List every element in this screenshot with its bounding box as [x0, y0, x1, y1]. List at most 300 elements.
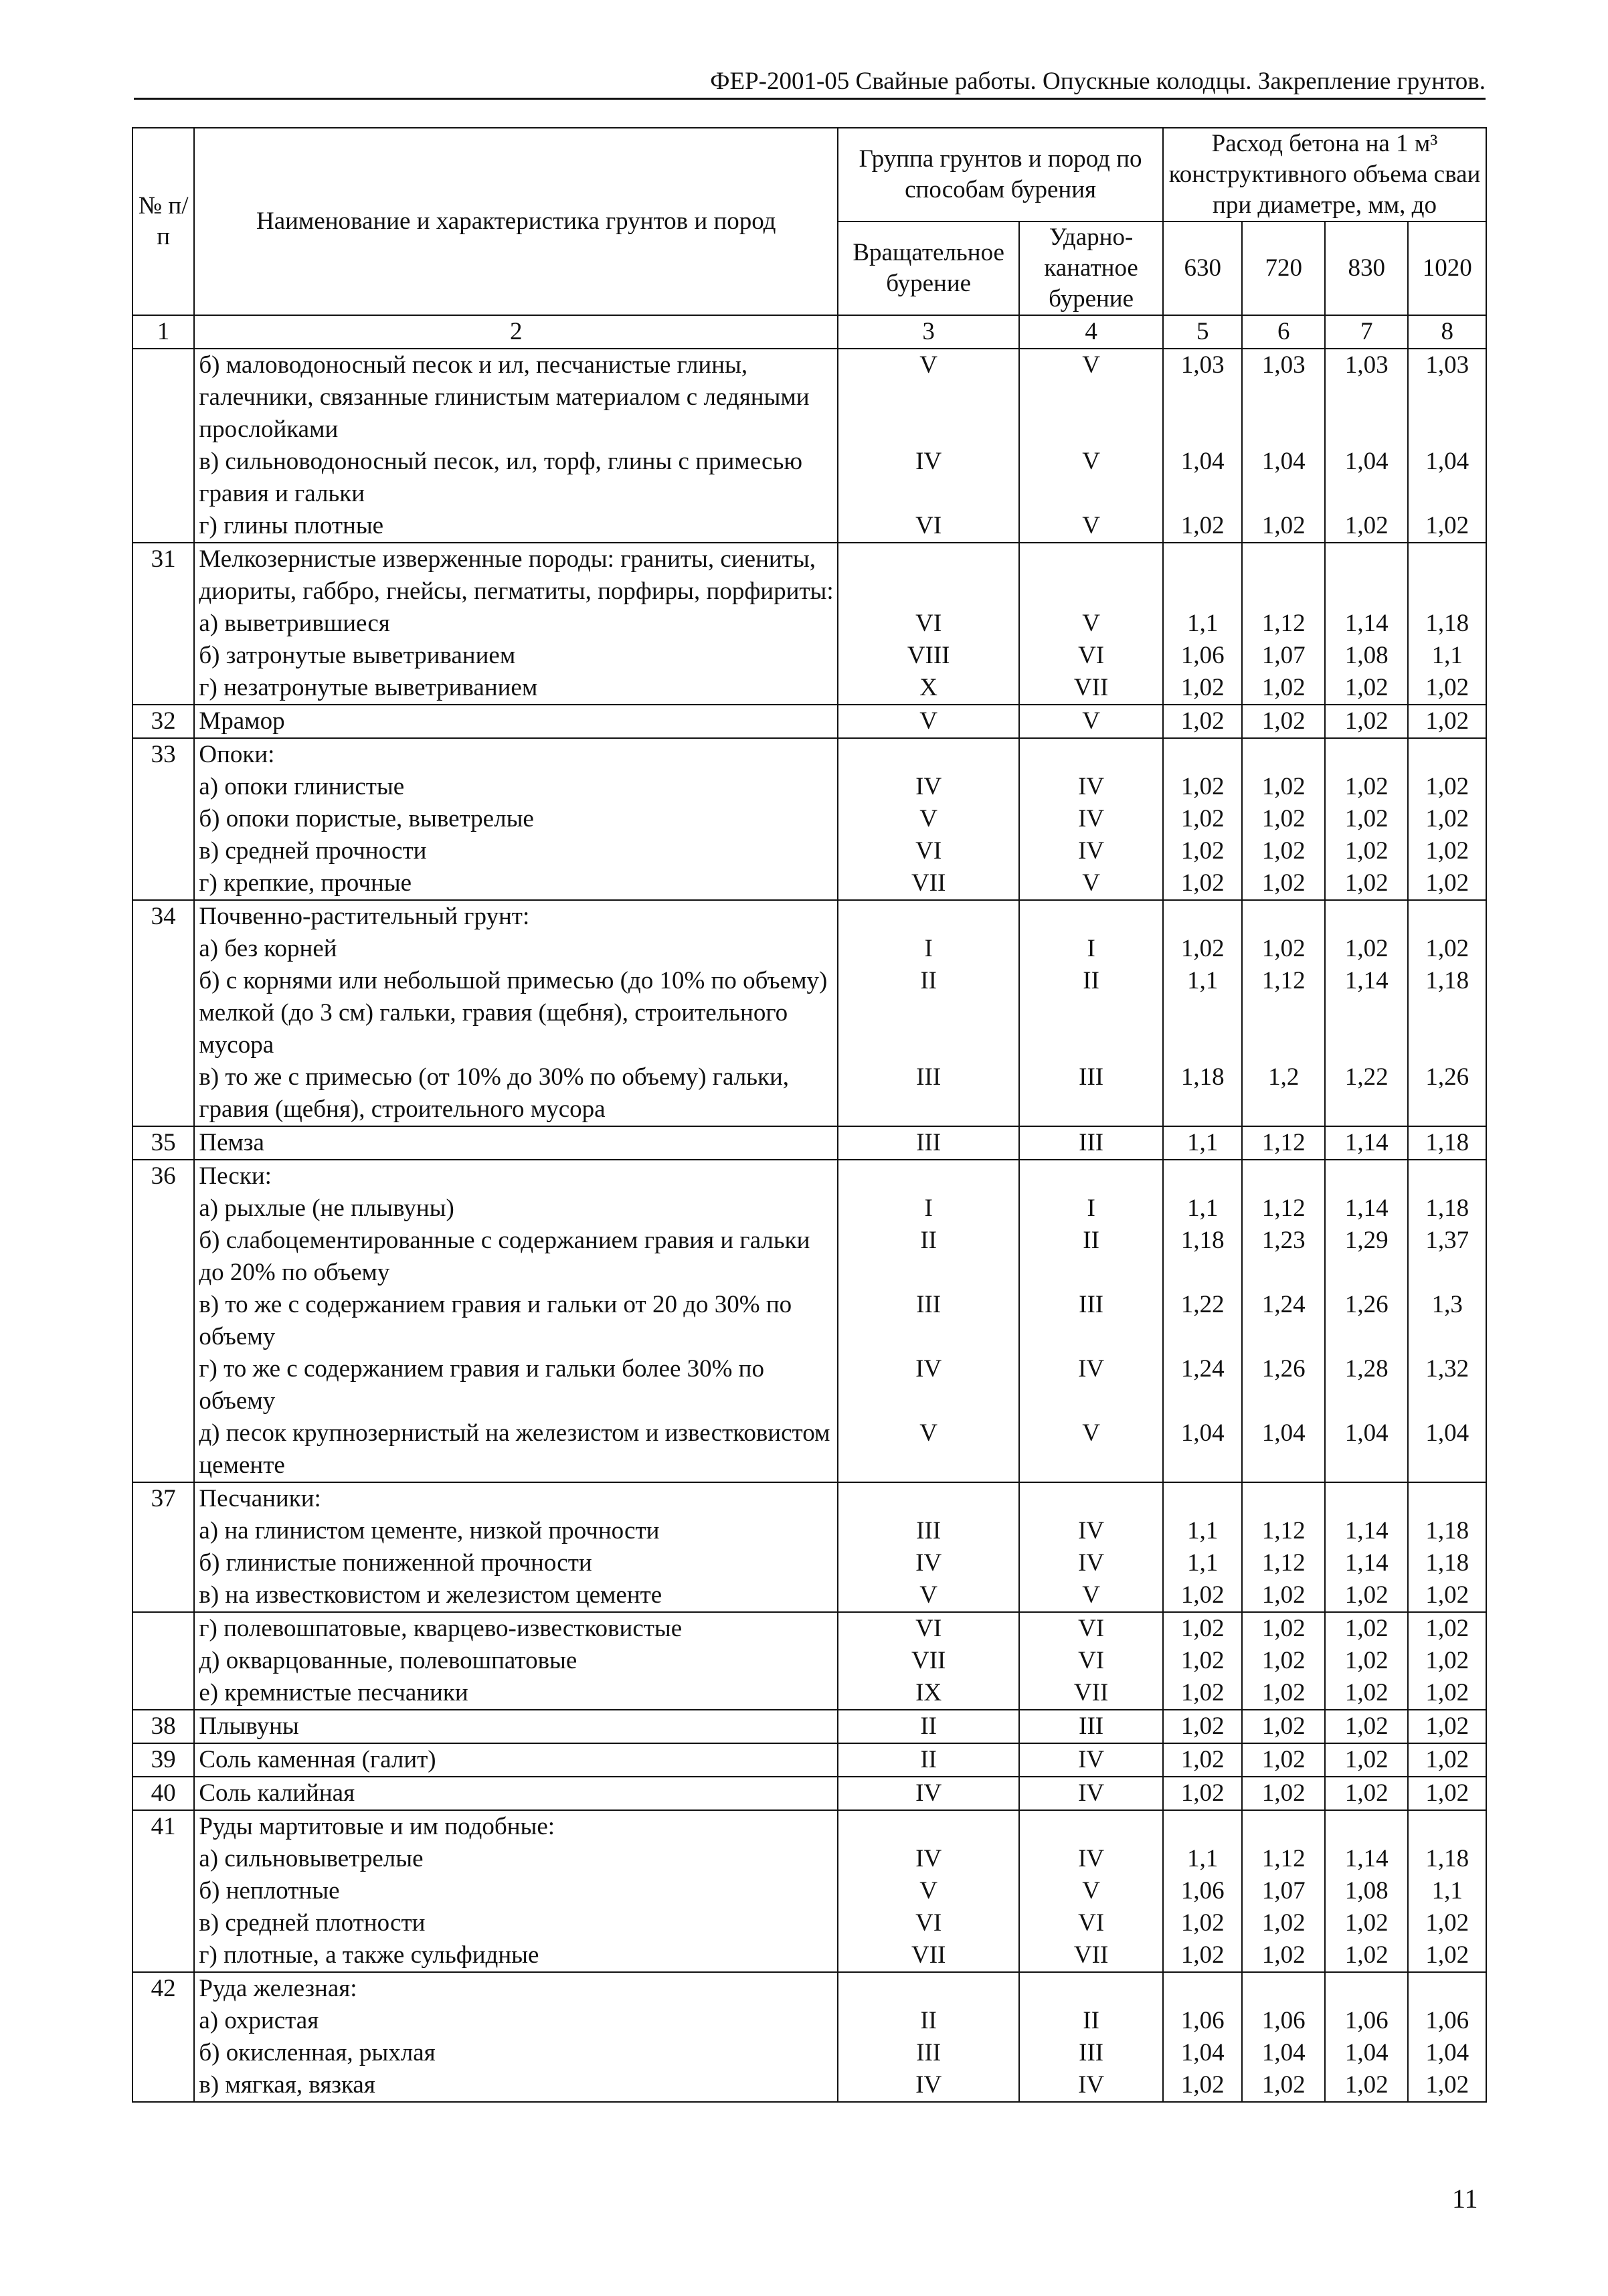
- consumption-1020: 1,26: [1408, 1061, 1486, 1126]
- consumption-630: 1,1: [1163, 1126, 1242, 1160]
- percussion-group: [1019, 1482, 1163, 1515]
- table-row: [132, 1482, 1486, 1515]
- consumption-1020: 1,02: [1408, 835, 1486, 867]
- rotary-group: [838, 1972, 1019, 2005]
- consumption-830: 1,08: [1325, 1875, 1408, 1907]
- col-header-group: Группа грунтов и пород по способам бурения: [838, 128, 1163, 222]
- consumption-630: 1,06: [1163, 2005, 1242, 2037]
- row-name: Плывуны: [194, 1710, 838, 1743]
- consumption-1020: 1,02: [1408, 1907, 1486, 1939]
- row-number: [132, 510, 194, 543]
- consumption-830: [1325, 738, 1408, 771]
- consumption-720: 1,06: [1242, 2005, 1324, 2037]
- row-number: [132, 1061, 194, 1126]
- consumption-630: 1,18: [1163, 1225, 1242, 1289]
- rotary-group: II: [838, 965, 1019, 1061]
- row-name: б) глинистые пониженной прочности: [194, 1547, 838, 1579]
- row-name: в) на известковистом и железистом цементе: [194, 1579, 838, 1612]
- consumption-630: 1,04: [1163, 2037, 1242, 2069]
- table-row: [132, 349, 1486, 446]
- rotary-group: VI: [838, 510, 1019, 543]
- consumption-630: 1,02: [1163, 1939, 1242, 1972]
- row-name: Руды мартитовые и им подобные:: [194, 1810, 838, 1843]
- consumption-630: 1,1: [1163, 1843, 1242, 1875]
- row-name: Мрамор: [194, 705, 838, 738]
- percussion-group: IV: [1019, 1353, 1163, 1417]
- consumption-1020: 1,06: [1408, 2005, 1486, 2037]
- percussion-group: III: [1019, 1289, 1163, 1353]
- row-number: 39: [132, 1743, 194, 1777]
- consumption-630: 1,02: [1163, 771, 1242, 803]
- consumption-1020: [1408, 1972, 1486, 2005]
- rotary-group: III: [838, 1061, 1019, 1126]
- rotary-group: VIII: [838, 640, 1019, 672]
- consumption-720: 1,26: [1242, 1353, 1324, 1417]
- row-name: Руда железная:: [194, 1972, 838, 2005]
- table-row: [132, 738, 1486, 771]
- percussion-group: IV: [1019, 1547, 1163, 1579]
- consumption-720: 1,12: [1242, 1193, 1324, 1225]
- consumption-630: 1,02: [1163, 835, 1242, 867]
- consumption-1020: [1408, 1810, 1486, 1843]
- table-row: [132, 1353, 1486, 1417]
- consumption-720: 1,04: [1242, 1417, 1324, 1482]
- row-number: [132, 1417, 194, 1482]
- consumption-830: 1,02: [1325, 672, 1408, 705]
- percussion-group: [1019, 1810, 1163, 1843]
- rotary-group: V: [838, 1579, 1019, 1612]
- rotary-group: VII: [838, 867, 1019, 900]
- consumption-1020: 1,02: [1408, 1777, 1486, 1810]
- consumption-1020: 1,02: [1408, 803, 1486, 835]
- col-header-d1020: 1020: [1408, 222, 1486, 315]
- row-number: [132, 933, 194, 965]
- table-row: [132, 933, 1486, 965]
- col-header-d830: 830: [1325, 222, 1408, 315]
- consumption-720: [1242, 1482, 1324, 1515]
- table-row: [132, 1777, 1486, 1810]
- consumption-830: 1,02: [1325, 1743, 1408, 1777]
- percussion-group: IV: [1019, 1843, 1163, 1875]
- table-row: [132, 1061, 1486, 1126]
- table-row: [132, 1126, 1486, 1160]
- consumption-830: 1,04: [1325, 2037, 1408, 2069]
- consumption-720: 1,02: [1242, 1939, 1324, 1972]
- row-name: г) плотные, а также сульфидные: [194, 1939, 838, 1972]
- percussion-group: [1019, 738, 1163, 771]
- consumption-830: 1,02: [1325, 705, 1408, 738]
- table-row: [132, 1875, 1486, 1907]
- col-number: 6: [1242, 315, 1324, 349]
- col-header-consumption: Расход бетона на 1 м³ конструктивного объема сваи при диаметре, мм, до: [1163, 128, 1486, 222]
- row-number: [132, 803, 194, 835]
- row-name: е) кремнистые песчаники: [194, 1677, 838, 1710]
- consumption-720: 1,04: [1242, 446, 1324, 510]
- row-name: а) охристая: [194, 2005, 838, 2037]
- row-name: б) с корнями или небольшой примесью (до 10% по объему) мелкой (до 3 см) гальки, гравия (щебня), строительного мусора: [194, 965, 838, 1061]
- consumption-830: 1,02: [1325, 1645, 1408, 1677]
- table-body: [132, 315, 1486, 2102]
- table-row: [132, 1907, 1486, 1939]
- row-number: [132, 1939, 194, 1972]
- consumption-720: 1,12: [1242, 1843, 1324, 1875]
- consumption-830: 1,14: [1325, 1547, 1408, 1579]
- consumption-1020: 1,02: [1408, 705, 1486, 738]
- percussion-group: VII: [1019, 672, 1163, 705]
- consumption-830: 1,02: [1325, 1612, 1408, 1645]
- table-row: [132, 1547, 1486, 1579]
- consumption-830: [1325, 1972, 1408, 2005]
- row-name: в) сильноводоносный песок, ил, торф, глины с примесью гравия и гальки: [194, 446, 838, 510]
- rotary-group: V: [838, 803, 1019, 835]
- consumption-1020: 1,02: [1408, 1645, 1486, 1677]
- table-row: [132, 2037, 1486, 2069]
- consumption-830: 1,14: [1325, 1843, 1408, 1875]
- row-number: [132, 1677, 194, 1710]
- consumption-1020: 1,18: [1408, 965, 1486, 1061]
- consumption-1020: [1408, 738, 1486, 771]
- consumption-1020: 1,02: [1408, 1710, 1486, 1743]
- consumption-720: 1,02: [1242, 1907, 1324, 1939]
- consumption-720: 1,02: [1242, 1710, 1324, 1743]
- consumption-630: 1,1: [1163, 965, 1242, 1061]
- consumption-830: 1,02: [1325, 1939, 1408, 1972]
- consumption-720: [1242, 1160, 1324, 1193]
- consumption-830: 1,26: [1325, 1289, 1408, 1353]
- consumption-720: 1,12: [1242, 965, 1324, 1061]
- consumption-830: 1,02: [1325, 867, 1408, 900]
- row-number: [132, 867, 194, 900]
- rotary-group: V: [838, 705, 1019, 738]
- table-row: [132, 900, 1486, 933]
- table-row: [132, 640, 1486, 672]
- consumption-830: 1,14: [1325, 608, 1408, 640]
- consumption-1020: [1408, 1160, 1486, 1193]
- consumption-630: 1,02: [1163, 803, 1242, 835]
- consumption-830: [1325, 900, 1408, 933]
- rotary-group: [838, 1810, 1019, 1843]
- percussion-group: II: [1019, 965, 1163, 1061]
- consumption-630: 1,1: [1163, 608, 1242, 640]
- row-name: Соль калийная: [194, 1777, 838, 1810]
- consumption-630: 1,02: [1163, 1677, 1242, 1710]
- row-name: а) без корней: [194, 933, 838, 965]
- consumption-720: [1242, 1972, 1324, 2005]
- percussion-group: VI: [1019, 1645, 1163, 1677]
- consumption-1020: 1,02: [1408, 867, 1486, 900]
- percussion-group: VII: [1019, 1939, 1163, 1972]
- row-number: [132, 1843, 194, 1875]
- percussion-group: IV: [1019, 835, 1163, 867]
- rotary-group: III: [838, 1515, 1019, 1547]
- row-number: [132, 349, 194, 446]
- row-number: 37: [132, 1482, 194, 1515]
- consumption-1020: 1,02: [1408, 771, 1486, 803]
- consumption-630: 1,18: [1163, 1061, 1242, 1126]
- consumption-630: 1,04: [1163, 446, 1242, 510]
- percussion-group: V: [1019, 446, 1163, 510]
- row-number: [132, 1579, 194, 1612]
- table-row: [132, 1417, 1486, 1482]
- row-name: г) незатронутые выветриванием: [194, 672, 838, 705]
- row-name: б) маловодоносный песок и ил, песчанистые глины, галечники, связанные глинистым материалом с ледяными прослойками: [194, 349, 838, 446]
- col-number: 5: [1163, 315, 1242, 349]
- consumption-1020: 1,02: [1408, 1579, 1486, 1612]
- consumption-830: 1,02: [1325, 510, 1408, 543]
- row-number: 40: [132, 1777, 194, 1810]
- table-row: [132, 1289, 1486, 1353]
- col-header-d630: 630: [1163, 222, 1242, 315]
- consumption-720: 1,02: [1242, 867, 1324, 900]
- consumption-830: 1,02: [1325, 803, 1408, 835]
- row-number: [132, 1353, 194, 1417]
- table-row: [132, 1810, 1486, 1843]
- row-name: Пески:: [194, 1160, 838, 1193]
- row-number: [132, 965, 194, 1061]
- rotary-group: [838, 900, 1019, 933]
- page-header: ФЕР-2001-05 Свайные работы. Опускные колодцы. Закрепление грунтов.: [134, 67, 1486, 100]
- consumption-830: [1325, 543, 1408, 608]
- row-name: д) окварцованные, полевошпатовые: [194, 1645, 838, 1677]
- row-name: в) то же с примесью (от 10% до 30% по объему) гальки, гравия (щебня), строительного мусора: [194, 1061, 838, 1126]
- rotary-group: IV: [838, 1843, 1019, 1875]
- consumption-630: 1,02: [1163, 1579, 1242, 1612]
- consumption-630: [1163, 543, 1242, 608]
- consumption-720: 1,02: [1242, 1579, 1324, 1612]
- consumption-720: 1,12: [1242, 608, 1324, 640]
- row-name: в) то же с содержанием гравия и гальки от 20 до 30% по объему: [194, 1289, 838, 1353]
- consumption-720: [1242, 543, 1324, 608]
- rotary-group: I: [838, 933, 1019, 965]
- consumption-830: 1,14: [1325, 1193, 1408, 1225]
- consumption-830: 1,02: [1325, 933, 1408, 965]
- row-number: [132, 835, 194, 867]
- row-name: Песчаники:: [194, 1482, 838, 1515]
- consumption-630: [1163, 1160, 1242, 1193]
- consumption-830: 1,02: [1325, 2069, 1408, 2102]
- row-name: а) сильновыветрелые: [194, 1843, 838, 1875]
- percussion-group: IV: [1019, 1743, 1163, 1777]
- table-row: [132, 867, 1486, 900]
- rotary-group: III: [838, 2037, 1019, 2069]
- consumption-630: 1,02: [1163, 1743, 1242, 1777]
- consumption-720: [1242, 738, 1324, 771]
- consumption-1020: [1408, 1482, 1486, 1515]
- consumption-830: [1325, 1482, 1408, 1515]
- table-row: [132, 1843, 1486, 1875]
- row-name: в) средней прочности: [194, 835, 838, 867]
- table-row: [132, 1972, 1486, 2005]
- row-number: [132, 1225, 194, 1289]
- row-name: Опоки:: [194, 738, 838, 771]
- rotary-group: II: [838, 1710, 1019, 1743]
- consumption-630: 1,03: [1163, 349, 1242, 446]
- percussion-group: III: [1019, 2037, 1163, 2069]
- table-row: [132, 705, 1486, 738]
- table-row: [132, 543, 1486, 608]
- percussion-group: II: [1019, 2005, 1163, 2037]
- row-number: [132, 1645, 194, 1677]
- consumption-1020: 1,18: [1408, 1843, 1486, 1875]
- percussion-group: [1019, 1160, 1163, 1193]
- table-row: [132, 1677, 1486, 1710]
- consumption-720: 1,03: [1242, 349, 1324, 446]
- consumption-630: 1,1: [1163, 1547, 1242, 1579]
- table-row: [132, 510, 1486, 543]
- rotary-group: II: [838, 1743, 1019, 1777]
- consumption-630: [1163, 1810, 1242, 1843]
- consumption-720: 1,02: [1242, 705, 1324, 738]
- consumption-630: 1,06: [1163, 640, 1242, 672]
- rotary-group: IV: [838, 1353, 1019, 1417]
- row-name: а) на глинистом цементе, низкой прочности: [194, 1515, 838, 1547]
- row-number: 35: [132, 1126, 194, 1160]
- table-row: [132, 1645, 1486, 1677]
- consumption-720: 1,07: [1242, 1875, 1324, 1907]
- page-number: 11: [1452, 2184, 1478, 2214]
- col-number: 8: [1408, 315, 1486, 349]
- consumption-830: 1,14: [1325, 1515, 1408, 1547]
- consumption-720: 1,12: [1242, 1515, 1324, 1547]
- percussion-group: I: [1019, 933, 1163, 965]
- table-row: [132, 1515, 1486, 1547]
- row-name: а) выветрившиеся: [194, 608, 838, 640]
- row-name: б) затронутые выветриванием: [194, 640, 838, 672]
- consumption-830: 1,14: [1325, 1126, 1408, 1160]
- consumption-1020: 1,18: [1408, 1126, 1486, 1160]
- percussion-group: VII: [1019, 1677, 1163, 1710]
- consumption-630: 1,24: [1163, 1353, 1242, 1417]
- row-name: Пемза: [194, 1126, 838, 1160]
- col-number: 1: [132, 315, 194, 349]
- row-name: б) опоки пористые, выветрелые: [194, 803, 838, 835]
- consumption-1020: 1,18: [1408, 1547, 1486, 1579]
- column-number-row: [132, 315, 1486, 349]
- consumption-630: 1,02: [1163, 1645, 1242, 1677]
- percussion-group: III: [1019, 1126, 1163, 1160]
- consumption-830: 1,04: [1325, 1417, 1408, 1482]
- consumption-630: 1,02: [1163, 672, 1242, 705]
- row-name: г) то же с содержанием гравия и гальки более 30% по объему: [194, 1353, 838, 1417]
- soil-table: [132, 127, 1487, 2103]
- row-number: 31: [132, 543, 194, 608]
- consumption-720: 1,02: [1242, 771, 1324, 803]
- rotary-group: I: [838, 1193, 1019, 1225]
- rotary-group: VI: [838, 608, 1019, 640]
- row-name: б) окисленная, рыхлая: [194, 2037, 838, 2069]
- table-row: [132, 1160, 1486, 1193]
- percussion-group: II: [1019, 1225, 1163, 1289]
- col-number: 4: [1019, 315, 1163, 349]
- row-name: Мелкозернистые изверженные породы: граниты, сиениты, диориты, габбро, гнейсы, пегматиты, порфиры, порфириты:: [194, 543, 838, 608]
- consumption-720: 1,12: [1242, 1126, 1324, 1160]
- consumption-630: 1,1: [1163, 1515, 1242, 1547]
- row-name: г) глины плотные: [194, 510, 838, 543]
- consumption-830: 1,29: [1325, 1225, 1408, 1289]
- row-number: 34: [132, 900, 194, 933]
- table-row: [132, 965, 1486, 1061]
- consumption-720: 1,02: [1242, 1743, 1324, 1777]
- consumption-830: 1,02: [1325, 1579, 1408, 1612]
- row-name: г) крепкие, прочные: [194, 867, 838, 900]
- consumption-1020: [1408, 543, 1486, 608]
- consumption-830: 1,02: [1325, 771, 1408, 803]
- percussion-group: V: [1019, 705, 1163, 738]
- consumption-830: 1,14: [1325, 965, 1408, 1061]
- percussion-group: [1019, 1972, 1163, 2005]
- consumption-720: 1,02: [1242, 510, 1324, 543]
- consumption-1020: 1,02: [1408, 1677, 1486, 1710]
- consumption-630: 1,02: [1163, 705, 1242, 738]
- table-row: [132, 771, 1486, 803]
- row-number: [132, 1193, 194, 1225]
- table-row: [132, 608, 1486, 640]
- consumption-1020: [1408, 900, 1486, 933]
- consumption-720: 1,02: [1242, 835, 1324, 867]
- consumption-720: 1,04: [1242, 2037, 1324, 2069]
- consumption-720: 1,02: [1242, 1777, 1324, 1810]
- percussion-group: [1019, 900, 1163, 933]
- row-number: [132, 2005, 194, 2037]
- percussion-group: V: [1019, 1579, 1163, 1612]
- consumption-1020: 1,32: [1408, 1353, 1486, 1417]
- rotary-group: V: [838, 1417, 1019, 1482]
- percussion-group: [1019, 543, 1163, 608]
- consumption-720: 1,02: [1242, 803, 1324, 835]
- row-number: [132, 1907, 194, 1939]
- consumption-1020: 1,02: [1408, 1743, 1486, 1777]
- consumption-1020: 1,18: [1408, 608, 1486, 640]
- table-row: [132, 1743, 1486, 1777]
- consumption-1020: 1,04: [1408, 1417, 1486, 1482]
- rotary-group: IV: [838, 771, 1019, 803]
- rotary-group: [838, 738, 1019, 771]
- rotary-group: II: [838, 1225, 1019, 1289]
- consumption-720: 1,02: [1242, 2069, 1324, 2102]
- consumption-720: 1,12: [1242, 1547, 1324, 1579]
- table-row: [132, 672, 1486, 705]
- col-header-name: Наименование и характеристика грунтов и пород: [194, 128, 838, 315]
- table-row: [132, 1193, 1486, 1225]
- consumption-830: 1,02: [1325, 1677, 1408, 1710]
- row-name: а) рыхлые (не плывуны): [194, 1193, 838, 1225]
- consumption-630: 1,02: [1163, 1710, 1242, 1743]
- consumption-830: 1,06: [1325, 2005, 1408, 2037]
- row-number: [132, 640, 194, 672]
- row-number: 36: [132, 1160, 194, 1193]
- rotary-group: X: [838, 672, 1019, 705]
- consumption-1020: 1,04: [1408, 2037, 1486, 2069]
- consumption-830: [1325, 1160, 1408, 1193]
- consumption-720: 1,02: [1242, 672, 1324, 705]
- row-number: 42: [132, 1972, 194, 2005]
- row-number: [132, 608, 194, 640]
- percussion-group: V: [1019, 867, 1163, 900]
- soil-table-container: [132, 127, 1487, 2103]
- consumption-1020: 1,3: [1408, 1289, 1486, 1353]
- row-number: [132, 672, 194, 705]
- percussion-group: IV: [1019, 803, 1163, 835]
- percussion-group: IV: [1019, 771, 1163, 803]
- consumption-630: [1163, 1972, 1242, 2005]
- row-name: в) мягкая, вязкая: [194, 2069, 838, 2102]
- row-number: 38: [132, 1710, 194, 1743]
- table-row: [132, 1710, 1486, 1743]
- row-name: д) песок крупнозернистый на железистом и известковистом цементе: [194, 1417, 838, 1482]
- row-name: г) полевошпатовые, кварцево-известковистые: [194, 1612, 838, 1645]
- percussion-group: V: [1019, 349, 1163, 446]
- consumption-1020: 1,18: [1408, 1193, 1486, 1225]
